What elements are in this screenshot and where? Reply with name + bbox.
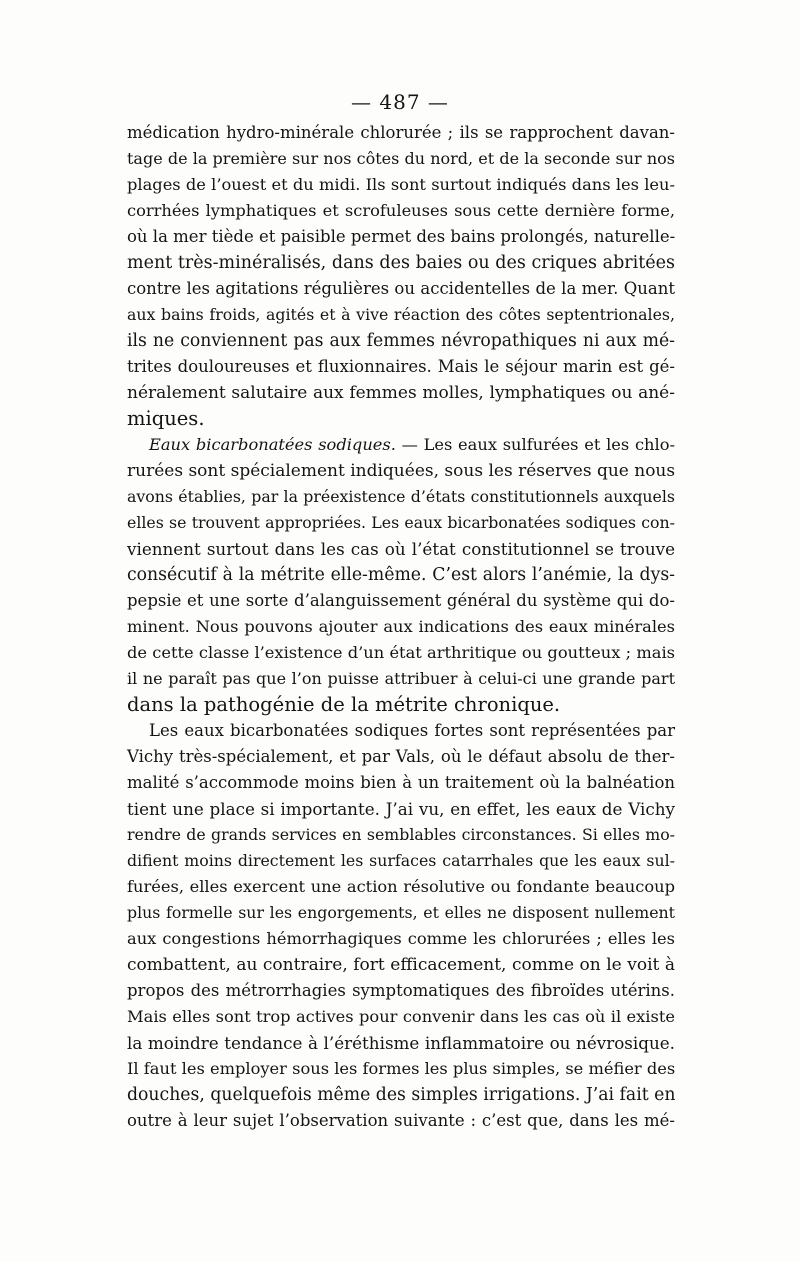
text-line: il ne paraît pas que l’on puisse attribuer à celui-ci une grande part	[127, 669, 675, 688]
text-line: aux bains froids, agités et à vive réaction des côtes septentrionales,	[127, 305, 675, 324]
text-line: malité s’accommode moins bien à un traitement où la balnéation	[127, 773, 675, 792]
text-line: plages de l’ouest et du midi. Ils sont surtout indiqués dans les leu-	[127, 175, 675, 194]
text-line: néralement salutaire aux femmes molles, lymphatiques ou ané-	[127, 383, 675, 403]
text-line: dans la pathogénie de la métrite chronique.	[127, 693, 561, 716]
text-line: Mais elles sont trop actives pour convenir dans les cas où il existe	[127, 1007, 675, 1026]
text-line: propos des métrorrhagies symptomatiques des fibroïdes utérins.	[127, 981, 675, 1000]
text-line: pepsie et une sorte d’alanguissement général du système qui do-	[127, 591, 675, 610]
text-line: Vichy très-spécialement, et par Vals, où le défaut absolu de ther-	[127, 747, 675, 766]
text-line: minent. Nous pouvons ajouter aux indications des eaux minérales	[127, 617, 675, 636]
text-line: où la mer tiède et paisible permet des bains prolongés, naturelle-	[127, 227, 676, 246]
text-line: aux congestions hémorrhagiques comme les chlorurées ; elles les	[127, 929, 675, 948]
text-line: plus formelle sur les engorgements, et elles ne disposent nullement	[127, 903, 675, 922]
text-line: trites douloureuses et fluxionnaires. Mais le séjour marin est gé-	[127, 357, 675, 376]
text-line: rurées sont spécialement indiquées, sous les réserves que nous	[127, 461, 676, 481]
text-line: de cette classe l’existence d’un état arthritique ou goutteux ; mais	[127, 643, 675, 662]
text-line: outre à leur sujet l’observation suivante : c’est que, dans les mé-	[127, 1111, 675, 1130]
text-line: Les eaux bicarbonatées sodiques fortes sont représentées par	[149, 721, 675, 740]
text-line: ils ne conviennent pas aux femmes névropathiques ni aux mé-	[127, 331, 675, 351]
text-line: viennent surtout dans les cas où l’état constitutionnel se trouve	[127, 539, 675, 559]
text-line: tage de la première sur nos côtes du nord, et de la seconde sur nos	[127, 149, 675, 168]
text-line: difient moins directement les surfaces catarrhales que les eaux sul-	[127, 851, 675, 870]
text-line: combattent, au contraire, fort efficacement, comme on le voit à	[127, 955, 675, 975]
text-line: ment très-minéralisés, dans des baies ou des criques abritées	[127, 253, 675, 273]
section-heading-line: Eaux bicarbonatées sodiques. — Les eaux sulfurées et les chlo-	[149, 435, 675, 454]
text-line: médication hydro-minérale chlorurée ; ils se rapprochent davan-	[127, 123, 675, 142]
text-line: elles se trouvent appropriées. Les eaux bicarbonatées sodiques con-	[127, 513, 675, 532]
text-line: miques.	[127, 407, 205, 430]
text-line: la moindre tendance à l’éréthisme inflammatoire ou névrosique.	[127, 1033, 675, 1053]
text-line: tient une place si importante. J’ai vu, en effet, les eaux de Vichy	[127, 799, 675, 819]
text-line: avons établies, par la préexistence d’états constitutionnels auxquels	[127, 487, 675, 506]
text-line: rendre de grands services en semblables circonstances. Si elles mo-	[127, 825, 675, 844]
text-line: furées, elles exercent une action résolutive ou fondante beaucoup	[127, 877, 675, 896]
text-line: contre les agitations régulières ou accidentelles de la mer. Quant	[127, 279, 675, 298]
text-line: douches, quelquefois même des simples irrigations. J’ai fait en	[127, 1085, 676, 1105]
text-line: consécutif à la métrite elle-même. C’est alors l’anémie, la dys-	[127, 565, 675, 585]
section-heading: Eaux bicarbonatées sodiques.	[149, 435, 396, 454]
text-line: corrhées lymphatiques et scrofuleuses sous cette dernière forme,	[127, 201, 675, 220]
text-line: Il faut les employer sous les formes les plus simples, se méfier des	[127, 1059, 676, 1078]
page-number: — 487 —	[351, 90, 449, 114]
